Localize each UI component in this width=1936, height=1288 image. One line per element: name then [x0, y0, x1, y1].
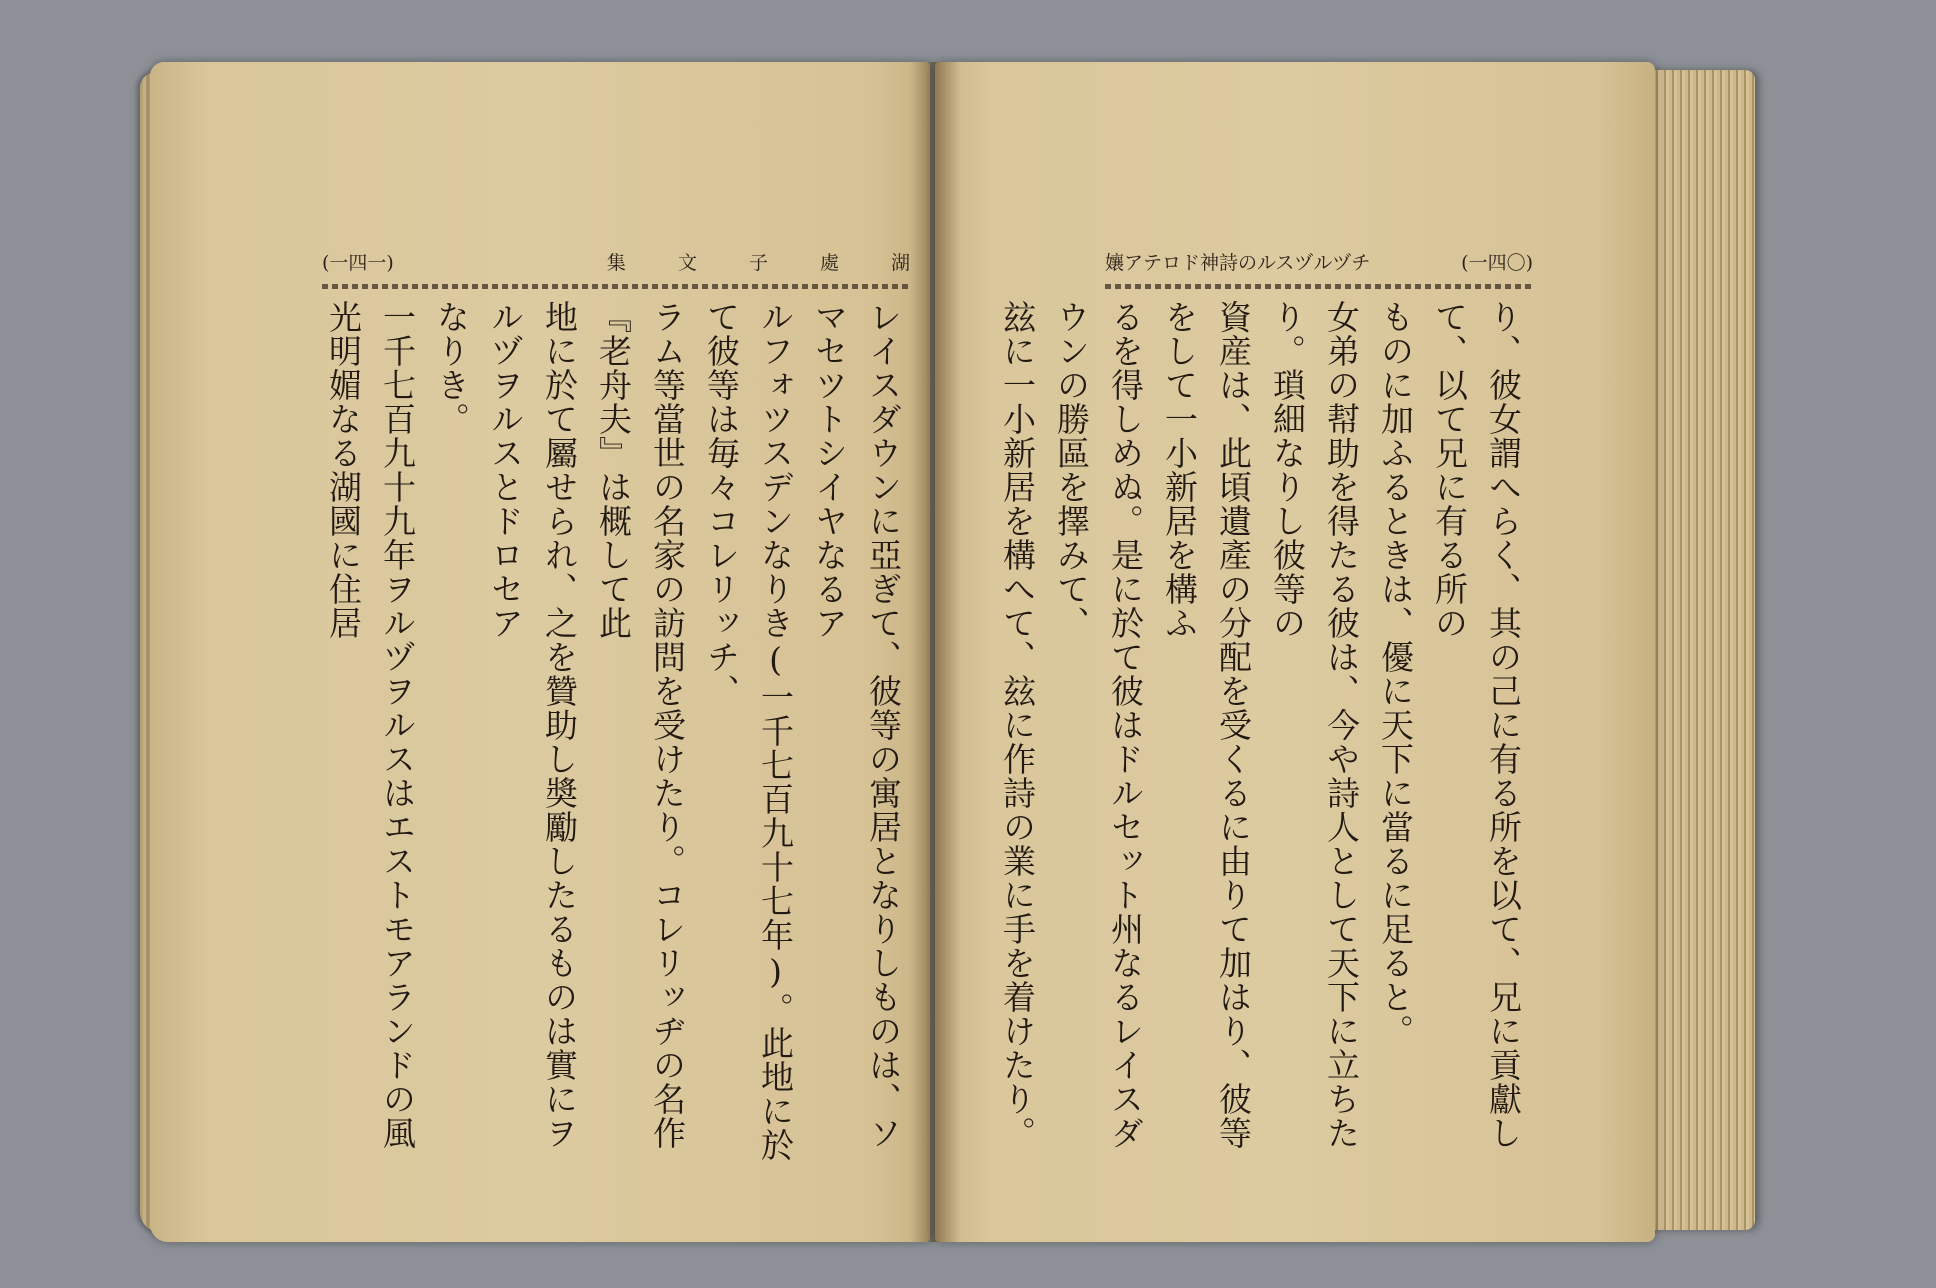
text-column: るを得しめぬ。是に於て彼はドルセット州なるレイスダウンの勝區を擇みて、 — [1052, 300, 1145, 1150]
text-column: 地に於て屬せられ、之を贊助し奬勵したるものは實にヲルヅヲルスとドロセア — [486, 300, 579, 1150]
left-header-rule — [322, 284, 910, 289]
left-page-body — [320, 300, 910, 1180]
text-column: ものに加ふるときは、優に天下に當るに足ると。 — [1376, 300, 1415, 1048]
text-column: ルフォツスデンなりき(一千七百九十七年)。此地に於て彼等は毎々コレリッチ、 — [702, 300, 795, 1162]
right-running-title: チヅルヅスルの詩神ドロテア孃 — [1105, 252, 1371, 274]
right-page-edges — [1645, 70, 1755, 1230]
right-page-number: (一四〇) — [1461, 252, 1533, 274]
left-running-title — [607, 248, 910, 275]
text-column: ラム等當世の名家の訪問を受けたり。コレリッヂの名作『老舟夫』は概して此 — [594, 300, 687, 1150]
right-header-rule — [1105, 284, 1533, 289]
left-page-number: (一四一) — [322, 252, 394, 274]
text-column: 一千七百九十九年ヲルヅヲルスはエストモアランドの風光明媚なる湖國に住居 — [324, 300, 417, 1150]
text-column: なりき。 — [432, 300, 471, 436]
left-title-char: 文 — [677, 252, 697, 274]
text-column: 資産は、此頃遺產の分配を受くるに由りて加はり、彼等をして一小新居を構ふ — [1160, 300, 1253, 1150]
right-page-header — [1105, 248, 1533, 275]
text-column: レイスダウンに亞ぎて、彼等の寓居となりしものは、ソマセツトシイヤなるア — [810, 300, 903, 1150]
left-title-char: 處 — [819, 252, 839, 274]
book-gutter — [910, 62, 960, 1242]
left-page-header — [322, 248, 910, 275]
text-column: 女弟の幇助を得たる彼は、今や詩人として天下に立ちたり。瑣細なりし彼等の — [1268, 300, 1361, 1150]
right-page-body — [990, 300, 1530, 1180]
left-title-char: 集 — [606, 252, 626, 274]
text-column: り、彼女謂へらく、其の己に有る所を以て、兄に貢獻して、以て兄に有る所の — [1430, 300, 1523, 1150]
text-column: 玆に一小新居を構へて、玆に作詩の業に手を着けたり。 — [998, 300, 1037, 1150]
left-title-char: 子 — [748, 252, 768, 274]
left-title-char: 湖 — [890, 252, 910, 274]
